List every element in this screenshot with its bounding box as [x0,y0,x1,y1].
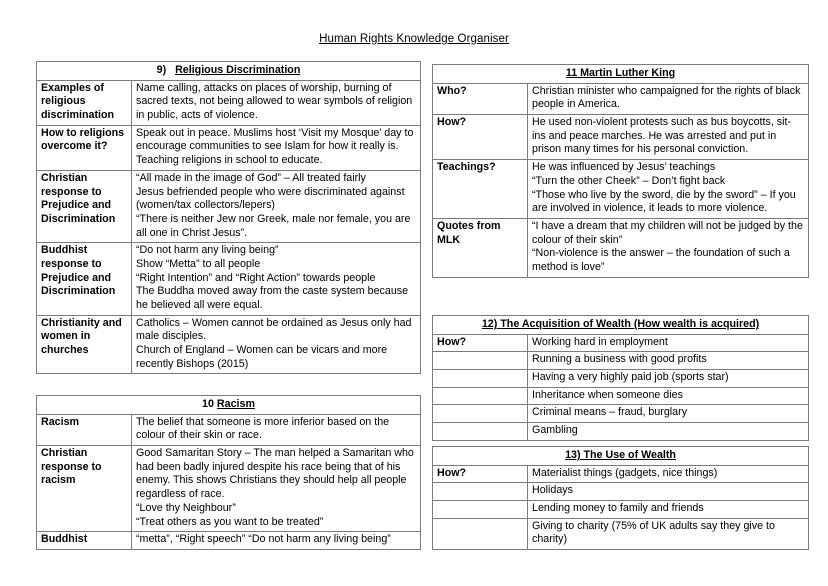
table-header-row [433,447,809,466]
table-use-of-wealth [432,446,809,550]
content-line: He was influenced by Jesus’ teachings [532,161,716,174]
content-line: “Right Intention” and “Right Action” towards people [136,271,376,284]
table-row [433,423,809,441]
table-row [37,315,421,374]
content-line: “Turn the other Cheek” – Don’t fight back [532,174,726,187]
row-label: How? [433,115,528,160]
content-line: Show “Metta” to all people [136,257,261,270]
table-title: Martin Luther King [580,67,676,79]
table-title-cell [37,396,421,415]
row-label-empty [433,518,528,549]
table-body [433,447,809,550]
table-row [37,414,421,445]
table-title: Religious Discrimination [175,64,301,76]
table-number: 10 [202,398,214,410]
content-line: “Treat others as you want to be treated” [136,515,324,528]
row-label-empty [433,423,528,441]
table-religious-discrimination [36,61,421,374]
row-content [528,115,809,160]
row-content: Gambling [528,423,809,441]
row-label-empty [433,370,528,388]
table-row [433,465,809,483]
table-body [37,396,421,550]
table-martin-luther-king [432,64,809,278]
row-content [528,83,809,114]
row-content [132,243,421,315]
table-body [433,65,809,278]
row-content [132,446,421,532]
table-row [37,170,421,242]
row-content: Materialist things (gadgets, nice things) [528,465,809,483]
table-row [433,218,809,277]
row-label: Buddhist response to Prejudice and Discrimination [37,243,132,315]
table-header-row [37,62,421,81]
content-line: “Those who live by the sword, die by the sword” – If you are involved in violence, it leads to more violence. [532,188,799,215]
content-line: “I have a dream that my children will not be judged by the colour of their skin” [532,219,806,246]
row-content: Having a very highly paid job (sports star) [528,370,809,388]
row-content [132,170,421,242]
table-number: 12) [481,318,498,330]
table-row [433,115,809,160]
row-content: Criminal means – fraud, burglary [528,405,809,423]
table-title-cell [433,447,809,466]
row-label: Christianity and women in churches [37,315,132,374]
table-row [433,160,809,219]
row-label: Who? [433,83,528,114]
content-line: “Non-violence is the answer – the foundation of such a method is love” [532,247,793,273]
table-row [433,405,809,423]
table-row [433,518,809,549]
table-row [37,243,421,315]
table-title-cell [37,62,421,81]
table-number: 13) [565,449,581,461]
table-header-row [37,396,421,415]
table-row [433,501,809,519]
row-label: Racism [37,414,132,445]
row-label: Christian response to Prejudice and Discrimination [37,170,132,242]
content-line: The belief that someone is more inferior based on the colour of their skin or race. [136,415,393,442]
row-content: Holidays [528,483,809,501]
row-label: Christian response to racism [37,446,132,532]
content-line: Good Samaritan Story – The man helped a Samaritan who had been badly injured despite his race being that of his enemy. This shows Christians they should help all people regardless of race. [136,447,417,501]
row-label: Examples of religious discrimination [37,80,132,125]
table-row [37,125,421,170]
table-row [37,532,421,550]
table-acquisition-of-wealth [432,315,809,441]
row-content: Lending money to family and friends [528,501,809,519]
row-label: How to religions overcome it? [37,125,132,170]
table-row [433,334,809,352]
row-label: How? [433,465,528,483]
table-title: Racism [216,398,255,410]
table-title-cell [433,316,809,335]
table-row [433,352,809,370]
row-label-empty [433,483,528,501]
table-row [433,483,809,501]
content-line: Jesus befriended people who were discriminated against (women/tax collectors/lepers) [136,185,408,212]
content-line: “There is neither Jew nor Greek, male nor female, you are all one in Christ Jesus”. [136,212,414,239]
row-label-empty [433,352,528,370]
page-title: Human Rights Knowledge Organiser [319,33,509,45]
content-line: Catholics – Women cannot be ordained as Jesus only had male disciples. [136,316,415,343]
row-label-empty [433,501,528,519]
table-row [37,446,421,532]
table-row [433,387,809,405]
content-line: Church of England – Women can be vicars and more recently Bishops (2015) [136,344,391,370]
row-content [132,315,421,374]
table-title: The Acquisition of Wealth (How wealth is acquired) [500,318,760,330]
content-line: The Buddha moved away from the caste system because he believed all were equal. [136,285,412,311]
row-content: Working hard in employment [528,334,809,352]
content-line: Name calling, attacks on places of worship, burning of sacred texts, not being allowed to wear symbols of religion in public, acts of violence. [136,81,416,122]
table-body [433,316,809,441]
table-number: 11 [565,67,578,79]
content-line: “Do not harm any living being” [136,244,279,257]
row-label: Teachings? [433,160,528,219]
table-body [37,62,421,374]
content-line: “Love thy Neighbour” [136,501,236,514]
row-content [132,80,421,125]
content-line: “All made in the image of God” – All treated fairly [136,171,366,184]
row-content [528,160,809,219]
table-title: The Use of Wealth [583,449,676,461]
table-number: 9) [156,64,167,76]
table-header-row [433,65,809,84]
table-row [37,80,421,125]
row-content [132,414,421,445]
row-label-empty [433,387,528,405]
row-label: How? [433,334,528,352]
table-title-cell [433,65,809,84]
content-line: Christian minister who campaigned for the rights of black people in America. [532,84,804,111]
row-content [132,532,421,550]
row-content: Inheritance when someone dies [528,387,809,405]
table-header-row [433,316,809,335]
table-row [433,370,809,388]
row-content [528,218,809,277]
table-row [433,83,809,114]
row-label-empty [433,405,528,423]
row-content: Giving to charity (75% of UK adults say they give to charity) [528,518,809,549]
content-line: “metta”, “Right speech” “Do not harm any living being” [136,533,391,546]
row-content: Running a business with good profits [528,352,809,370]
content-line: He used non-violent protests such as bus boycotts, sit-ins and peace marches. He was arrested and put in prison many times for his personal conviction. [532,116,792,156]
content-line: Speak out in peace. Muslims host ‘Visit my Mosque’ day to encourage communities to see Islam for how it really is. Teaching religions in school to educate. [136,126,417,167]
row-label: Quotes from MLK [433,218,528,277]
table-racism [36,395,421,550]
row-content [132,125,421,170]
row-label: Buddhist [37,532,132,550]
